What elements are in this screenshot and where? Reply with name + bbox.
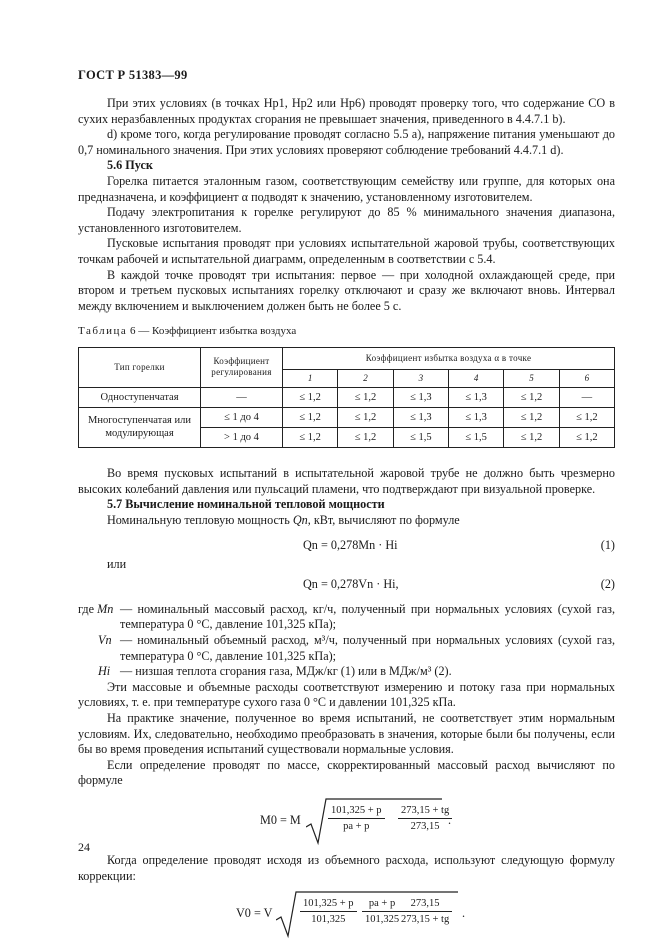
text-run: , кВт, вычисляют по формуле (307, 512, 460, 527)
symbol: Qn (292, 512, 308, 527)
table-row (79, 387, 615, 407)
section-heading (78, 497, 615, 513)
formula-lhs: V0 = V (236, 906, 273, 921)
cell-value: ≤ 1,2 (338, 407, 393, 427)
header-burner-type: Тип горелки (79, 347, 201, 387)
formula-2 (78, 573, 615, 596)
definition (78, 602, 615, 633)
cell-value: ≤ 1,2 (283, 427, 338, 447)
cell-type: Многоступенчатая или модулирующая (79, 407, 201, 447)
point-number: 5 (504, 369, 559, 387)
text-run: где (78, 601, 98, 616)
formula-number: (1) (600, 538, 615, 553)
cell-value: ≤ 1,2 (338, 427, 393, 447)
section-number: 5.6 (107, 158, 123, 173)
paragraph: Горелка питается эталонным газом, соответствующим семейству или группе, для которых она предназначена, и коэффициент α подводят к значению, установленному изготовителем. (78, 173, 615, 204)
cell-value: ≤ 1,2 (504, 427, 559, 447)
cell-value: ≤ 1,2 (504, 387, 559, 407)
cell-value: ≤ 1,2 (283, 387, 338, 407)
paragraph: Когда определение проводят исходя из объемного расхода, используют следующую формулу коррекции: (78, 853, 615, 883)
formula-expression: Qn = 0,278Vn · Hi, (303, 576, 399, 591)
formula-expression: Qn = 0,278Mn · Hi (303, 538, 398, 553)
cell-value: ≤ 1,5 (448, 427, 503, 447)
text-run: — номинальный массовый расход, кг/ч, полученный при нормальных условиях (сухой газ, температура 0 °С, давление 101,325 кПа); (120, 601, 615, 632)
table-caption-text: 6 — Коэффициент избытка воздуха (127, 325, 297, 338)
paragraph: Пусковые испытания проводят при условиях испытательной жаровой трубы, соответствующих точкам рабочей и испытательной диаграмм, определенным в соответствии с 5.4. (78, 236, 615, 266)
symbol: Vn (98, 633, 112, 648)
paragraph: На практике значение, полученное во время испытаний, не соответствует этим нормальным условиям. Их, следовательно, необходимо преобразовать в значения, которые были бы получены, если бы во время проведения испытаний существовали нормальные условия. (78, 711, 615, 757)
fraction-denominator: 273,15 (410, 821, 440, 832)
point-number: 4 (448, 369, 503, 387)
cell-value: ≤ 1,3 (448, 407, 503, 427)
formula-1 (78, 534, 615, 557)
paragraph (78, 513, 615, 529)
text-run: Номинальную тепловую мощность (107, 512, 293, 527)
paragraph: Подачу электропитания к горелке регулируют до 85 % минимального значения диапазона, установленного изготовителем. (78, 205, 615, 235)
cell-value: — (559, 387, 614, 407)
fraction-numerator: 273,15 (398, 897, 452, 912)
fraction-denominator: 273,15 + tg (401, 914, 450, 926)
text-run: — низшая теплота сгорания газа, МДж/кг (1) или в МДж/м³ (2). (120, 664, 452, 679)
cell-value: ≤ 1,3 (393, 407, 448, 427)
fraction-denominator: 101,325 (311, 914, 346, 926)
point-number: 1 (283, 369, 338, 387)
section-number: 5.7 (107, 497, 123, 512)
cell-value: ≤ 1,5 (393, 427, 448, 447)
section-title: Пуск (125, 158, 153, 173)
definition-label (98, 633, 112, 649)
fraction-numerator: pa + p (362, 897, 402, 912)
document-header: ГОСТ Р 51383—99 (78, 68, 188, 82)
fraction-denominator: pa + p (343, 821, 370, 832)
table-caption-word: Таблица (78, 325, 128, 338)
fraction (398, 804, 452, 833)
fraction (300, 897, 357, 926)
fraction (328, 804, 385, 833)
formula-number: (2) (600, 576, 615, 591)
table-caption (78, 324, 615, 340)
header-regulation-coef: Коэффициент регулирования (201, 347, 283, 387)
paragraph: Эти массовые и объемные расходы соответствуют измерению и потоку газа при нормальных условиях, т. е. при температуре сухого газа 0 °С и давлении 101,325 кПа. (78, 679, 615, 710)
cell-value: ≤ 1,2 (504, 407, 559, 427)
section-heading (78, 158, 615, 174)
cell-value: ≤ 1,2 (283, 407, 338, 427)
definition-label (98, 664, 110, 680)
cell-value: ≤ 1,2 (338, 387, 393, 407)
paragraph: Если определение проводят по массе, скорректированный массовый расход вычисляют по формуле (78, 757, 615, 788)
definition-label (78, 602, 113, 618)
cell-value: ≤ 1,2 (559, 427, 614, 447)
section-title: Вычисление номинальной тепловой мощности (125, 497, 385, 512)
fraction-denominator: 101,325 (365, 914, 400, 926)
formula-lhs: M0 = M (260, 813, 301, 827)
connector-word: или (107, 557, 127, 572)
air-excess-table (78, 347, 615, 448)
cell-coef: > 1 до 4 (201, 427, 283, 447)
definition (78, 664, 615, 680)
paragraph: В каждой точке проводят три испытания: первое — при холодной охлаждающей среде, при втором и третьем пусковых испытаниях горелку отключают и сразу же включают вновь. Интервал между включением и выключением должен быть не более 5 с. (78, 267, 615, 313)
fraction-numerator: 101,325 + p (300, 897, 357, 912)
cell-value: ≤ 1,3 (448, 387, 503, 407)
cell-value: ≤ 1,3 (393, 387, 448, 407)
paragraph: d) кроме того, когда регулирование проводят согласно 5.5 а), напряжение питания уменьшают до 0,7 номинального значения. При этих условиях проверяют соблюдение требований 4.4.7.1 d). (78, 127, 615, 157)
cell-type: Одноступенчатая (79, 387, 201, 407)
symbol: Hi (98, 664, 111, 679)
point-number: 6 (559, 369, 614, 387)
formula-volume-correction: V0 = V $\frac{101,325 + p}{101,325}$ $\frac{pa + p}{101,325}$ $\frac{273,15}{273,15 + tg}$ . (78, 888, 615, 942)
fraction-numerator: 101,325 + p (328, 804, 385, 819)
cell-coef: — (201, 387, 283, 407)
document-body (78, 96, 615, 942)
definition (78, 633, 615, 664)
point-number: 2 (338, 369, 393, 387)
table-row (79, 407, 615, 427)
symbol: Mn (97, 601, 114, 616)
page-number: 24 (78, 840, 90, 854)
header-points: Коэффициент избытка воздуха α в точке (283, 347, 615, 369)
fraction-numerator: 273,15 + tg (398, 804, 452, 819)
fraction (398, 897, 452, 926)
cell-coef: ≤ 1 до 4 (201, 407, 283, 427)
text-run: — номинальный объемный расход, м³/ч, полученный при нормальных условиях (сухой газ, температура 0 °С, давление 101,325 кПа); (120, 633, 615, 663)
fraction (362, 897, 402, 926)
paragraph: При этих условиях (в точках Нр1, Нр2 или Нр6) проводят проверку того, что содержание СО в сухих неразбавленных продуктах сгорания не превышает значения, приведенного в 4.4.7.1 b). (78, 96, 615, 126)
paragraph: Во время пусковых испытаний в испытательной жаровой трубе не должно быть чрезмерно высоких колебаний давления или пульсаций пламени, что подтверждают при визуальной проверке. (78, 465, 615, 496)
cell-value: ≤ 1,2 (559, 407, 614, 427)
formula-mass-correction: M0 = M $\frac{101,325 + p}{pa + p}$ $\frac{273,15 + tg}{273,15}$ . (78, 795, 615, 849)
point-number: 3 (393, 369, 448, 387)
